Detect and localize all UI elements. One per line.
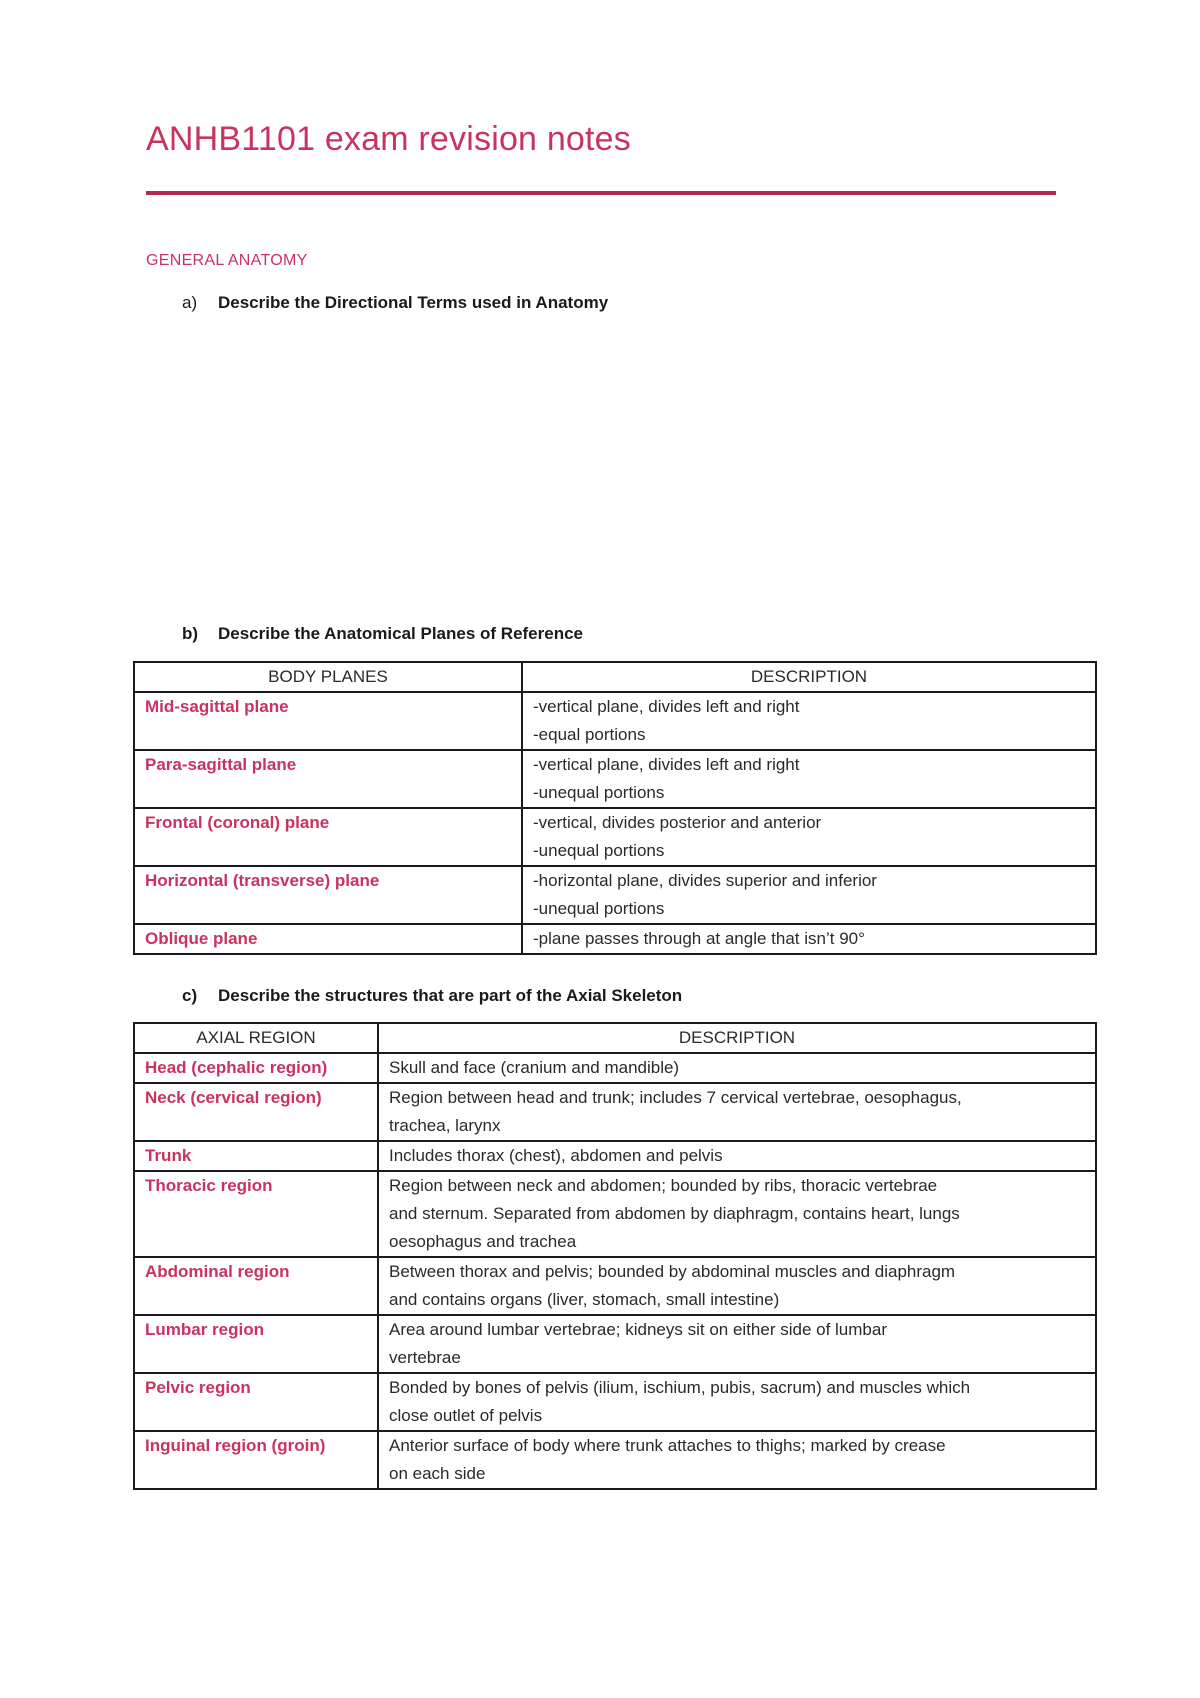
- body-planes-rows: [134, 692, 1096, 954]
- column-header: BODY PLANES: [134, 662, 522, 692]
- table-row: [134, 1141, 1096, 1171]
- question-text: Describe the structures that are part of the Axial Skeleton: [218, 986, 683, 1005]
- description-line: on each side: [389, 1464, 486, 1483]
- section-heading: GENERAL ANATOMY: [146, 252, 308, 269]
- description-line: -plane passes through at angle that isn’t 90°: [533, 929, 865, 948]
- row-term-cell: Abdominal region: [134, 1257, 378, 1315]
- axial-region-table: [133, 1022, 1097, 1490]
- table-row: [134, 924, 1096, 954]
- description-line: Skull and face (cranium and mandible): [389, 1058, 680, 1077]
- column-header: DESCRIPTION: [522, 662, 1096, 692]
- row-description-cell: [522, 808, 1096, 866]
- question-marker: b): [182, 624, 199, 643]
- row-term-cell: Trunk: [134, 1141, 378, 1171]
- table-row: [134, 866, 1096, 924]
- description-line: Area around lumbar vertebrae; kidneys sit on either side of lumbar: [389, 1320, 887, 1339]
- row-description-cell: [378, 1083, 1096, 1141]
- description-line: -equal portions: [533, 725, 646, 744]
- row-term-cell: Lumbar region: [134, 1315, 378, 1373]
- table-row: [134, 1053, 1096, 1083]
- row-description-cell: [522, 866, 1096, 924]
- description-line: Region between neck and abdomen; bounded by ribs, thoracic vertebrae: [389, 1176, 938, 1195]
- table-row: [134, 1315, 1096, 1373]
- question-marker: a): [182, 293, 198, 312]
- document-title: ANHB1101 exam revision notes: [146, 120, 631, 158]
- row-term-cell: Thoracic region: [134, 1171, 378, 1257]
- question-text: Describe the Directional Terms used in Anatomy: [218, 293, 609, 312]
- row-description-cell: [378, 1257, 1096, 1315]
- row-description-cell: [378, 1315, 1096, 1373]
- axial-region-rows: [134, 1053, 1096, 1489]
- row-term-cell: Pelvic region: [134, 1373, 378, 1431]
- column-header: DESCRIPTION: [378, 1023, 1096, 1053]
- description-line: Anterior surface of body where trunk attaches to thighs; marked by crease: [389, 1436, 946, 1455]
- row-term-cell: Para-sagittal plane: [134, 750, 522, 808]
- row-term-cell: Mid-sagittal plane: [134, 692, 522, 750]
- row-term-cell: Frontal (coronal) plane: [134, 808, 522, 866]
- description-line: Between thorax and pelvis; bounded by abdominal muscles and diaphragm: [389, 1262, 956, 1281]
- question-text: Describe the Anatomical Planes of Reference: [218, 624, 584, 643]
- description-line: and contains organs (liver, stomach, small intestine): [389, 1290, 780, 1309]
- table-header-row: [134, 1023, 1096, 1053]
- row-term-cell: Head (cephalic region): [134, 1053, 378, 1083]
- body-planes-table: [133, 661, 1097, 955]
- table-row: [134, 1373, 1096, 1431]
- description-line: vertebrae: [389, 1348, 461, 1367]
- table-row: [134, 808, 1096, 866]
- row-description-cell: [378, 1141, 1096, 1171]
- description-line: -horizontal plane, divides superior and inferior: [533, 871, 877, 890]
- row-description-cell: [522, 692, 1096, 750]
- row-description-cell: [378, 1053, 1096, 1083]
- table-row: [134, 1083, 1096, 1141]
- description-line: trachea, larynx: [389, 1116, 501, 1135]
- table-row: [134, 750, 1096, 808]
- table-row: [134, 1171, 1096, 1257]
- description-line: oesophagus and trachea: [389, 1232, 577, 1251]
- row-description-cell: [378, 1373, 1096, 1431]
- description-line: Region between head and trunk; includes 7 cervical vertebrae, oesophagus,: [389, 1088, 962, 1107]
- row-description-cell: [378, 1431, 1096, 1489]
- question-a: [182, 293, 608, 313]
- description-line: -vertical, divides posterior and anterior: [533, 813, 822, 832]
- column-header: AXIAL REGION: [134, 1023, 378, 1053]
- description-line: -vertical plane, divides left and right: [533, 697, 800, 716]
- row-description-cell: [522, 924, 1096, 954]
- description-line: Bonded by bones of pelvis (ilium, ischium, pubis, sacrum) and muscles which: [389, 1378, 971, 1397]
- row-term-cell: Oblique plane: [134, 924, 522, 954]
- row-description-cell: [378, 1171, 1096, 1257]
- row-term-cell: Horizontal (transverse) plane: [134, 866, 522, 924]
- description-line: -unequal portions: [533, 899, 665, 918]
- question-b: [182, 624, 583, 644]
- row-term-cell: Neck (cervical region): [134, 1083, 378, 1141]
- description-line: -vertical plane, divides left and right: [533, 755, 800, 774]
- table-header-row: [134, 662, 1096, 692]
- row-description-cell: [522, 750, 1096, 808]
- table-row: [134, 692, 1096, 750]
- description-line: and sternum. Separated from abdomen by diaphragm, contains heart, lungs: [389, 1204, 960, 1223]
- question-c: [182, 986, 682, 1006]
- table-row: [134, 1257, 1096, 1315]
- description-line: -unequal portions: [533, 783, 665, 802]
- row-term-cell: Inguinal region (groin): [134, 1431, 378, 1489]
- question-marker: c): [182, 986, 198, 1005]
- title-underline-rule: [146, 191, 1056, 195]
- table-row: [134, 1431, 1096, 1489]
- description-line: -unequal portions: [533, 841, 665, 860]
- description-line: close outlet of pelvis: [389, 1406, 543, 1425]
- description-line: Includes thorax (chest), abdomen and pelvis: [389, 1146, 723, 1165]
